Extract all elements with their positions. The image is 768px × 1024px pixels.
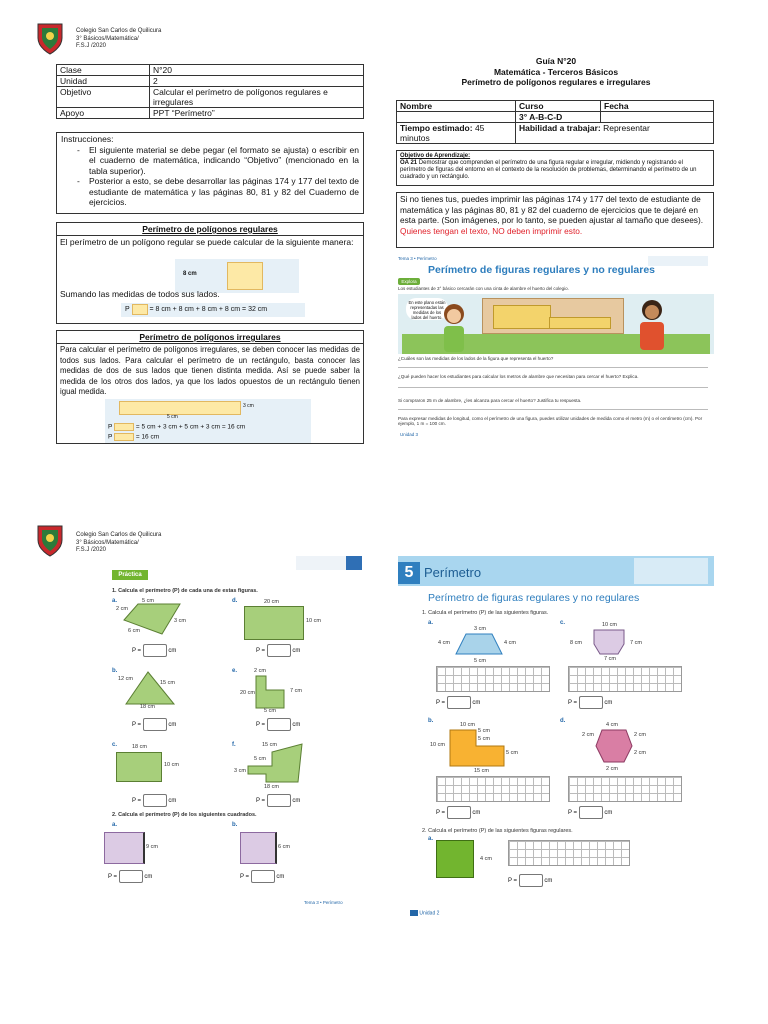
right-page-title: Perímetro de figuras regulares y no regulares — [428, 592, 640, 604]
answer-blank — [132, 304, 148, 315]
school-course: 3° Básicos/Matemática/ — [76, 35, 139, 42]
page-footer: Tema 3 • Perímetro — [304, 900, 343, 905]
student-table: Nombre Curso Fecha 3° A-B-C-D Tiempo estimado: 45 minutos Habilidad a trabajar: Representar — [396, 100, 714, 144]
exercise-page-left: Práctica 1. Calcula el perímetro (P) de cada una de estas figuras. a. 5 cm 2 cm 3 cm 6 cm P = cm d. 20 cm 10 cm P = cm b. 12 cm 15 cm 18 cm P = cm e. 2 cm 7 cm 20 cm 5 cm P = cm c. 18 cm 10 cm P = cm f. 15 cm 5 cm 3 cm 18 cm P = cm 2. Calcula el perímetro (P) de los siguientes cuadrados. a. 9 cm P = cm b. 6 cm P = cm Tema 3 • Perímetro — [112, 556, 364, 908]
instructions-box: Instrucciones: - El siguiente material se debe pegar (el formato se ajusta) o escribir en el cuaderno de matemática, indicando “Objetivo” (mencionado en la tabla superior). - Posterior a esto, se debe desarrollar las páginas 174 y 177 del texto de estudiante de matemática y las páginas 80, 81 y 82 del Cuaderno de ejercicios. — [56, 132, 364, 214]
answer-input[interactable] — [447, 696, 471, 709]
school-crest-icon — [36, 524, 64, 558]
answer-input[interactable] — [143, 644, 167, 657]
print-note-warning: Quienes tengan el texto, NO deben imprimir esto. — [400, 225, 583, 236]
textbook-illustration — [398, 294, 714, 354]
answer-input[interactable] — [143, 794, 167, 807]
textbook-question: ¿Qué pueden hacer los estudiantes para calcular los metros de alambre que necesitan para cercar el huerto? Explica. — [398, 374, 708, 388]
answer-blank — [114, 423, 134, 431]
print-note-text: Si no tienes tus, puedes imprimir las páginas 174 y 177 del texto de estudiante de matemática y las páginas 80, 81 y 82 del cuaderno de ejercicios que te dejaré en esta parte. (Son imágenes, por lo tanto, se pueden ajustar al tamaño que desees). — [400, 194, 704, 225]
answer-input[interactable] — [119, 870, 143, 883]
regular-polygons-text: El perímetro de un polígono regular se puede calcular de la siguiente manera: — [60, 237, 354, 247]
exercise-page-right: 5 Perímetro Perímetro de figuras regulares y no regulares 1. Calcula el perímetro (P) de las siguientes figuras. a. 3 cm 4 cm 4 cm 5 cm P = cm c. 10 cm 8 cm 7 cm 7 cm P = cm b. 10 cm 5 cm 5 cm 10 cm 5 cm 15 cm P = cm d. 4 cm 2 cm 2 cm 2 cm 2 cm P = cm 2. Calcula el perímetro (P) de las siguientes figuras regulares. a. 4 cm P = cm Unidad 2 — [398, 556, 714, 922]
figure-c-hexagon — [588, 628, 630, 656]
pdf-watermark — [648, 256, 708, 266]
square-example: 8 cm — [175, 259, 299, 293]
textbook-question: Si compraron 25 m de alambre, ¿les alcanza para cercar el huerto? Justifica tu respuesta. — [398, 398, 708, 410]
answer-input[interactable] — [519, 874, 543, 887]
textbook-title: Perímetro de figuras regulares y no regulares — [428, 264, 656, 276]
answer-input[interactable] — [579, 696, 603, 709]
answer-input[interactable] — [267, 718, 291, 731]
sum-text: Sumando las medidas de todos sus lados. — [60, 289, 220, 299]
chapter-number: 5 — [398, 562, 420, 584]
answer-input[interactable] — [267, 644, 291, 657]
grid-workspace[interactable] — [508, 840, 630, 866]
grid-workspace[interactable] — [568, 666, 682, 692]
school-header — [76, 28, 161, 51]
figure-d-hexagon — [594, 728, 634, 764]
learning-objective: Objetivo de Aprendizaje: OA 21 Demostrar que comprenden el perímetro de una figura regular e irregular, midiendo y registrando el perímetro de figuras del entorno en el contexto de la resolución de problemas, determinando el perímetro de un cuadrado y un rectángulo. — [396, 150, 714, 186]
irregular-polygons-title: Perímetro de polígonos irregulares — [57, 331, 363, 344]
page-footer: Unidad 2 — [410, 910, 439, 916]
answer-input[interactable] — [447, 806, 471, 819]
irregular-polygons-text: Para calcular el perímetro de polígonos irregulares, se deben conocer las medidas de todos sus lados. Para calcular el perímetro de un rectángulo, basta conocer las medidas de dos de sus lados que tienen distinta medida. Así se puede saber la medida de los otros dos lados, ya que los lados opuestos de un rectángulo tienen igual medida. — [60, 345, 360, 397]
school-year: F.S.J /2020 — [76, 43, 107, 49]
answer-input[interactable] — [579, 806, 603, 819]
answer-input[interactable] — [143, 718, 167, 731]
speech-bubble: En este plano están representadas las medidas de los lados del huerto. — [406, 298, 448, 320]
textbook-question: ¿Cuáles son las medidas de los lados de la figura que representa el huerto? — [398, 356, 708, 368]
school-crest-icon — [36, 22, 64, 56]
answer-input[interactable] — [267, 794, 291, 807]
figure-d-rectangle — [244, 606, 304, 640]
irregular-polygons-box — [56, 330, 364, 444]
instruction-item: Posterior a esto, se debe desarrollar las páginas 174 y 177 del texto de estudiante de matemática y las páginas 80, 81 y 82 del Cuaderno de ejercicios. — [89, 176, 359, 207]
pdf-watermark — [634, 558, 708, 584]
print-note-box — [396, 192, 714, 248]
boy-illustration-icon — [630, 298, 672, 354]
regular-polygons-title: Perímetro de polígonos regulares — [57, 223, 363, 236]
figure-a-trapezoid — [454, 632, 504, 656]
school-name: Colegio San Carlos de Quilicura — [76, 28, 162, 34]
grid-workspace[interactable] — [436, 666, 550, 692]
square-a — [104, 832, 145, 864]
guide-title: Guía N°20 Matemática - Terceros Básicos Perímetro de polígonos regulares e irregulares — [461, 56, 651, 87]
grid-workspace[interactable] — [568, 776, 682, 802]
chapter-title: Perímetro — [424, 565, 482, 580]
green-square — [436, 840, 474, 878]
regular-polygons-box — [56, 222, 364, 324]
textbook-page-174: Tema 3 • Perímetro Perímetro de figuras regulares y no regulares Explora Los estudiantes de 3° básico cercarán con una cinta de alambre el huerto del colegio. En este plano están representadas las medidas de los lados del huerto. ¿Cuáles son las medidas de los lados de la figura que representa el huerto? ¿Qué pueden hacer los estudiantes para calcular los metros de alambre que necesitan para cercar el huerto? Explica. Si compraron 25 m de alambre, ¿les alcanza para cercar el huerto? Justifica tu respuesta. Para expresar medidas de longitud, como el perímetro de una figura, puedes utilizar unidades de medida como el metro (m) o el centímetro (cm). Por ejemplo, 1 m = 100 cm. Unidad 3 — [398, 256, 714, 442]
girl-illustration-icon — [434, 302, 474, 356]
practice-badge: Práctica — [112, 570, 148, 580]
figure-b-irregular — [446, 728, 516, 768]
rectangle-example: 5 cm 3 cm P = 5 cm + 3 cm + 5 cm + 3 cm = 16 cm P = 16 cm — [105, 399, 311, 443]
regular-formula: P = 8 cm + 8 cm + 8 cm + 8 cm = 32 cm — [121, 303, 305, 317]
garden-plan — [482, 298, 624, 334]
instructions-title: Instrucciones: — [61, 134, 114, 144]
school-header: Colegio San Carlos de Quilicura 3° Básicos/Matemática/ F.S.J /2020 — [76, 532, 162, 553]
yellow-square — [227, 262, 263, 290]
answer-blank — [114, 433, 134, 441]
class-info-table: Clase N°20 Unidad 2 Objetivo Calcular el perímetro de polígonos regulares e irregulares Apoyo PPT “Perímetro” — [56, 64, 364, 119]
textbook-question: Para expresar medidas de longitud, como el perímetro de una figura, puedes utilizar unidades de medida como el metro (m) o el centímetro (cm). Por ejemplo, 1 m = 100 cm. — [398, 416, 703, 426]
answer-input[interactable] — [251, 870, 275, 883]
instruction-item: El siguiente material se debe pegar (el formato se ajusta) o escribir en el cuaderno de matemática, indicando “Objetivo” (mencionado en la tabla superior). — [89, 144, 359, 176]
square-b — [240, 832, 277, 864]
grid-workspace[interactable] — [436, 776, 550, 802]
textbook-footer: Unidad 3 — [400, 432, 419, 437]
yellow-rectangle — [119, 401, 241, 415]
figure-c-rectangle — [116, 752, 162, 782]
